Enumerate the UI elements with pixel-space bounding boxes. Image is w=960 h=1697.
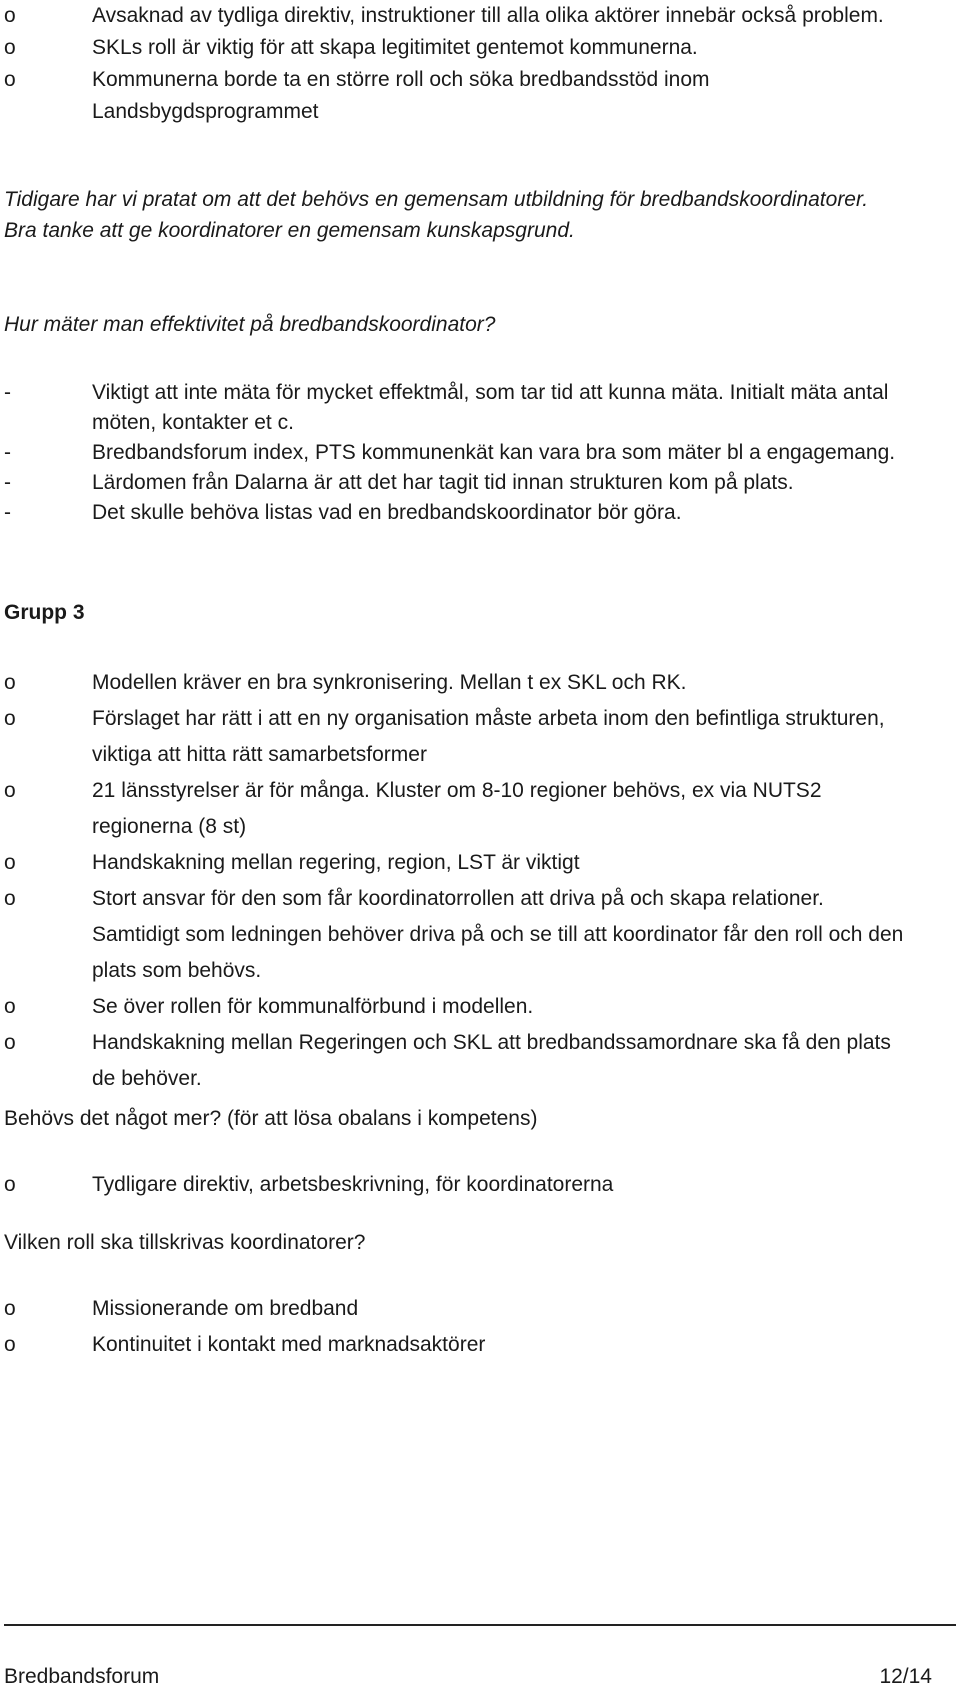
bullet-marker: o <box>4 851 16 874</box>
dash-marker: - <box>4 441 11 464</box>
list-item: o Avsaknad av tydliga direktiv, instruktioner till alla olika aktörer innebär också problem. <box>4 0 904 32</box>
list-item: o 21 länsstyrelser är för många. Kluster om 8-10 regioner behövs, ex via NUTS2 regionerna (8 st) <box>4 773 904 845</box>
dash-marker: - <box>4 501 11 524</box>
dash-list <box>4 378 904 528</box>
bullet-marker: o <box>4 779 16 802</box>
dash-marker: - <box>4 381 11 404</box>
list-item: o SKLs roll är viktig för att skapa legitimitet gentemot kommunerna. <box>4 32 904 64</box>
list-item: o Kommunerna borde ta en större roll och söka bredbandsstöd inom Landsbygdsprogrammet <box>4 64 904 128</box>
footer-divider <box>4 1624 956 1626</box>
list-item: o Missionerande om bredband <box>4 1291 904 1327</box>
bullet-marker: o <box>4 887 16 910</box>
list-item: o Stort ansvar för den som får koordinatorrollen att driva på och skapa relationer. Samtidigt som ledningen behöver driva på och se till att koordinator får den roll och den plats som behövs. <box>4 881 904 989</box>
list-item: o Se över rollen för kommunalförbund i modellen. <box>4 989 904 1025</box>
question-heading: Vilken roll ska tillskrivas koordinatorer? <box>4 1231 366 1254</box>
italic-question: Hur mäter man effektivitet på bredbandskoordinator? <box>4 313 496 336</box>
bullet-marker: o <box>4 1333 16 1356</box>
footer-title: Bredbandsforum <box>4 1665 160 1688</box>
bullet-marker: o <box>4 36 16 59</box>
list-item: - Viktigt att inte mäta för mycket effektmål, som tar tid att kunna mäta. Initialt mäta antal möten, kontakter et c. <box>4 378 904 438</box>
bullet-marker: o <box>4 4 16 27</box>
italic-paragraph: Tidigare har vi pratat om att det behövs en gemensam utbildning för bredbandskoordinatorer. Bra tanke att ge koordinatorer en gemensam kunskapsgrund. <box>4 188 869 242</box>
bullet-list-1 <box>4 0 904 128</box>
list-item: o Handskakning mellan regering, region, LST är viktigt <box>4 845 904 881</box>
list-item: o Tydligare direktiv, arbetsbeskrivning, för koordinatorerna <box>4 1168 904 1201</box>
bullet-marker: o <box>4 671 16 694</box>
bullet-list-4 <box>4 1291 904 1363</box>
bullet-marker: o <box>4 68 16 91</box>
list-item: o Handskakning mellan Regeringen och SKL att bredbandssamordnare ska få den plats de behöver. <box>4 1025 904 1097</box>
bullet-marker: o <box>4 995 16 1018</box>
list-item: o Kontinuitet i kontakt med marknadsaktörer <box>4 1327 904 1363</box>
list-item: - Lärdomen från Dalarna är att det har tagit tid innan strukturen kom på plats. <box>4 468 904 498</box>
question-heading: Behövs det något mer? (för att lösa obalans i kompetens) <box>4 1107 538 1130</box>
bullet-marker: o <box>4 707 16 730</box>
page-number: 12/14 <box>879 1665 932 1688</box>
bullet-list-2 <box>4 665 904 1097</box>
bullet-marker: o <box>4 1297 16 1320</box>
group-heading: Grupp 3 <box>4 601 85 624</box>
list-item: - Det skulle behöva listas vad en bredbandskoordinator bör göra. <box>4 498 904 528</box>
list-item: - Bredbandsforum index, PTS kommunenkät kan vara bra som mäter bl a engagemang. <box>4 438 904 468</box>
bullet-marker: o <box>4 1173 16 1196</box>
bullet-marker: o <box>4 1031 16 1054</box>
dash-marker: - <box>4 471 11 494</box>
list-item: o Modellen kräver en bra synkronisering. Mellan t ex SKL och RK. <box>4 665 904 701</box>
bullet-list-3 <box>4 1168 904 1201</box>
list-item: o Förslaget har rätt i att en ny organisation måste arbeta inom den befintliga strukturen, viktiga att hitta rätt samarbetsformer <box>4 701 904 773</box>
